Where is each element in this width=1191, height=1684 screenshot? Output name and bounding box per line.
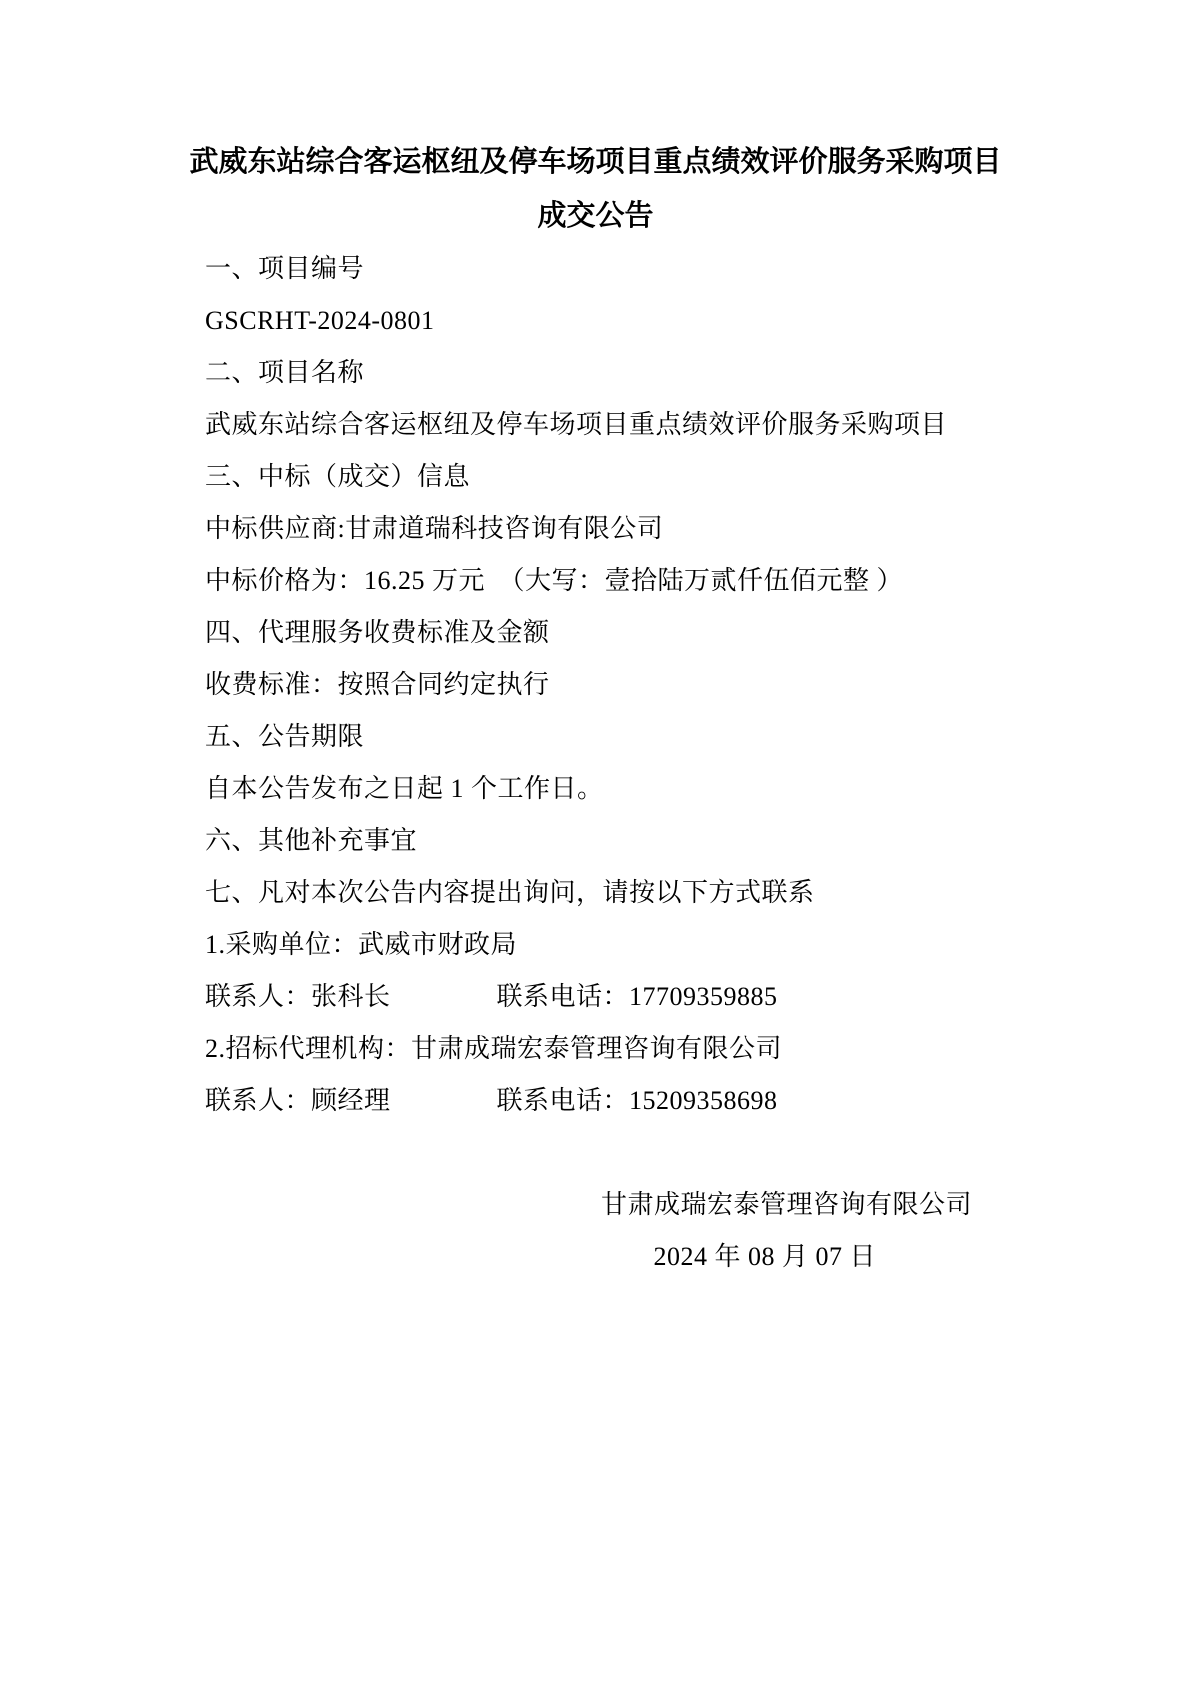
winning-supplier-line: 中标供应商:甘肃道瑞科技咨询有限公司 [205,514,664,543]
project-number-value: GSCRHT-2024-0801 [205,306,435,335]
section-heading-other-matters: 六、其他补充事宜 [205,826,418,855]
section-heading-award-info: 三、中标（成交）信息 [205,462,471,491]
document-title-block [0,0,1191,243]
section-heading-announcement-period: 五、公告期限 [205,722,365,751]
agency-contact-line: 联系人：顾经理 联系电话：15209358698 [205,1086,778,1115]
purchaser-contact-line: 联系人：张科长 联系电话：17709359885 [205,982,778,1011]
agency-line: 2.招标代理机构：甘肃成瑞宏泰管理咨询有限公司 [205,1034,783,1063]
fee-standard-line: 收费标准：按照合同约定执行 [205,670,550,699]
signature-date: 2024 年 08 月 07 日 [653,1242,876,1271]
project-name-value: 武威东站综合客运枢纽及停车场项目重点绩效评价服务采购项目 [205,410,948,439]
signature-block [0,1179,1191,1283]
section-heading-contact-info: 七、凡对本次公告内容提出询问，请按以下方式联系 [205,878,815,907]
section-heading-project-name: 二、项目名称 [205,358,365,387]
document-body [205,243,1101,1127]
document-title-line2: 成交公告 [537,200,654,232]
section-heading-agency-fee: 四、代理服务收费标准及金额 [205,618,550,647]
signature-company: 甘肃成瑞宏泰管理咨询有限公司 [600,1190,972,1219]
purchaser-line: 1.采购单位：武威市财政局 [205,930,518,959]
winning-price-line: 中标价格为：16.25 万元 （大写：壹拾陆万贰仟伍佰元整 ） [205,566,904,595]
document-title-line1: 武威东站综合客运枢纽及停车场项目重点绩效评价服务采购项目 [189,146,1002,178]
announcement-period-line: 自本公告发布之日起 1 个工作日。 [205,774,604,803]
section-heading-project-number: 一、项目编号 [205,254,365,283]
